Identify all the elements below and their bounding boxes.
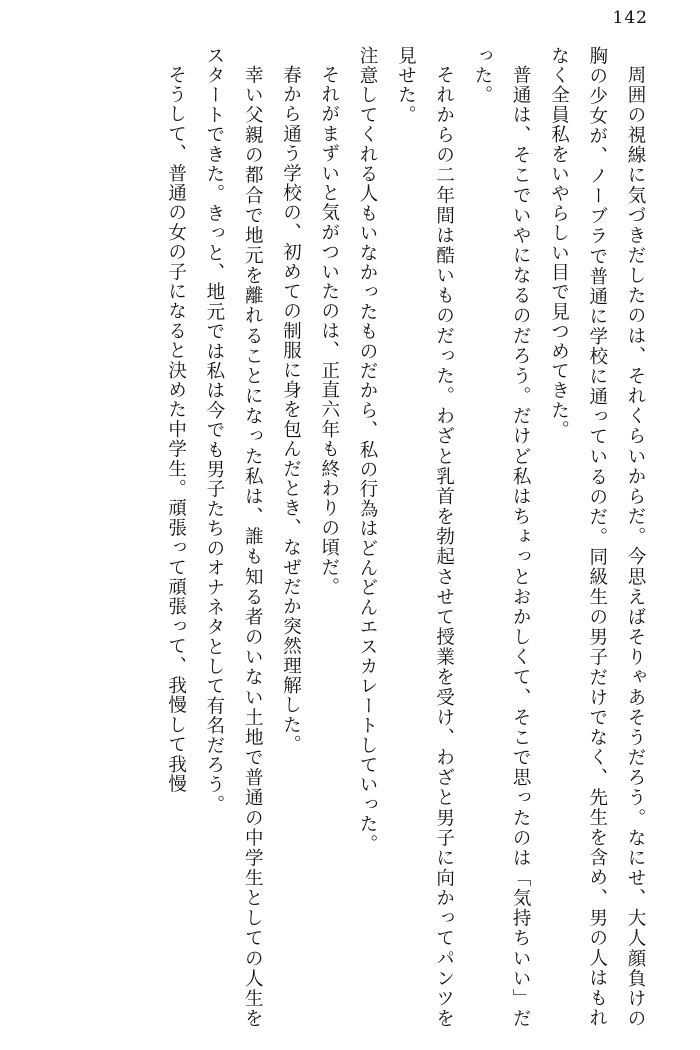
paragraph: 周囲の視線に気づきだしたのは、それくらいからだ。今思えばそりゃあそうだろう。なにせ、大人顔負けの胸の少女が、ノーブラで普通に学校に通っているのだ。同級生の男子だけでなく、先生を含め、男の人はもれなく全員私をいやらしい目で見つめてきた。 xyxy=(548,46,646,1028)
paragraph: それがまずいと気がついたのは、正直六年も終わりの頃だ。 xyxy=(318,64,340,597)
paragraph: 普通は、そこでいやになるのだろう。だけど私はちょっとおかしくて、そこで思ったのは「気持ちいい」だった。 xyxy=(471,46,532,1028)
paragraph: 注意してくれる人もいなかったものだから、私の行為はどんどんエスカレートしていった。 xyxy=(357,46,379,854)
page-body-text xyxy=(40,46,654,1028)
paragraph: そうして、普通の女の子になると決めた中学生。頑張って頑張って、我慢して我慢 xyxy=(165,64,187,794)
page-number: 142 xyxy=(612,8,648,28)
paragraph: 幸い父親の都合で地元を離れることになった私は、誰も知る者のいない土地で普通の中学生としての人生をスタートできた。きっと、地元では私は今でも男子たちのオナネタとして有名だろう。 xyxy=(203,46,264,1028)
paragraph: 春から通う学校の、初めての制服に身を包んだとき、なぜだか突然理解した。 xyxy=(280,64,302,754)
paragraph: それからの二年間は酷いものだった。わざと乳首を勃起させて授業を受け、わざと男子に向かってパンツを見せた。 xyxy=(395,46,455,1028)
